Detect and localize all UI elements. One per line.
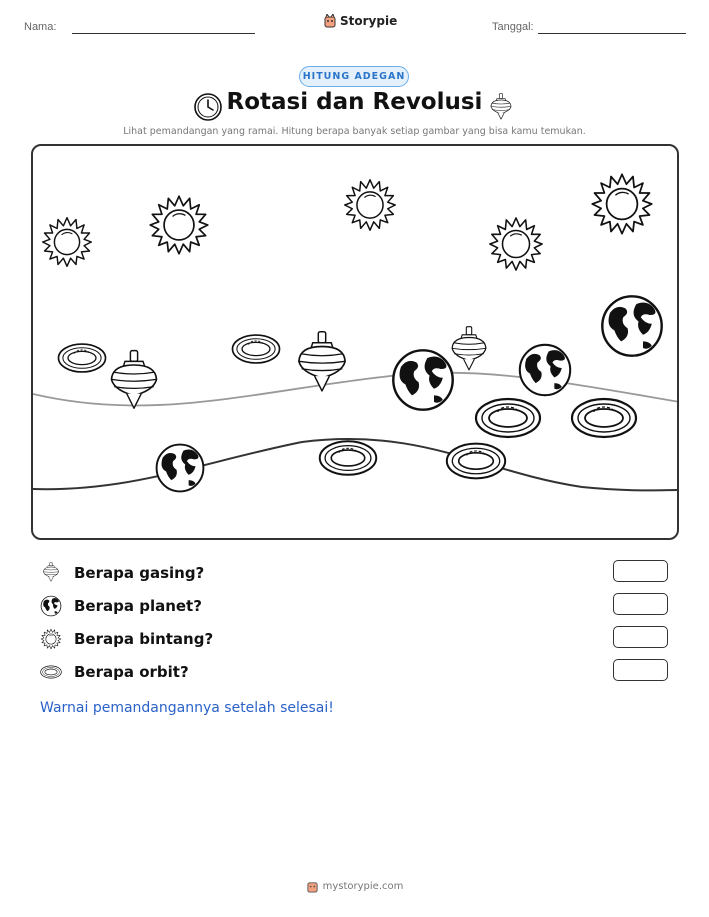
footer: [0, 880, 709, 893]
question-label: Berapa gasing?: [74, 564, 205, 582]
date-line[interactable]: [538, 33, 686, 34]
question-label: Berapa bintang?: [74, 630, 214, 648]
planet-icon: [40, 595, 62, 617]
brand-logo: [323, 14, 397, 28]
star-icon: [490, 218, 542, 270]
answer-box-orbits[interactable]: [613, 659, 668, 681]
section-badge: HITUNG ADEGAN: [299, 66, 409, 87]
spinning-top-icon: [40, 561, 62, 585]
storypie-logo-icon: [323, 14, 337, 28]
orbit-ring-icon: [572, 399, 636, 437]
star-icon: [150, 196, 208, 254]
name-line[interactable]: [72, 33, 255, 34]
counting-scene: [31, 144, 679, 540]
planet-icon: [157, 445, 204, 492]
orbit-ring-icon: [476, 399, 540, 437]
storypie-logo-icon: [306, 880, 319, 893]
spinning-top-icon: [452, 327, 486, 370]
instructions: Lihat pemandangan yang ramai. Hitung berapa banyak setiap gambar yang bisa kamu temukan.: [123, 126, 586, 137]
spinning-top-icon: [112, 351, 157, 409]
page-title: Rotasi dan Revolusi: [226, 89, 483, 115]
orbit-ring-icon: [320, 441, 376, 475]
planet-icon: [520, 345, 570, 395]
answer-box-planets[interactable]: [613, 593, 668, 615]
question-label: Berapa planet?: [74, 597, 202, 615]
question-label: Berapa orbit?: [74, 663, 189, 681]
question-stars: [40, 627, 213, 651]
name-label: Nama:: [24, 21, 57, 33]
star-icon: [40, 628, 62, 650]
question-orbits: [40, 660, 189, 684]
answer-box-tops[interactable]: [613, 560, 668, 582]
orbit-ring-icon: [447, 444, 505, 479]
planet-icon: [602, 296, 661, 355]
star-icon: [592, 174, 651, 233]
spinning-top-icon: [488, 92, 514, 124]
scene-drawing: [33, 146, 677, 538]
planet-icon: [393, 350, 452, 409]
coloring-note: Warnai pemandangannya setelah selesai!: [40, 700, 334, 716]
answer-box-stars[interactable]: [613, 626, 668, 648]
brand-name: Storypie: [340, 14, 398, 28]
star-icon: [43, 218, 92, 267]
orbit-ring-icon: [40, 664, 62, 680]
date-label: Tanggal:: [492, 21, 534, 33]
footer-url[interactable]: mystorypie.com: [322, 881, 404, 892]
orbit-ring-icon: [232, 335, 279, 363]
question-tops: [40, 561, 204, 585]
question-planets: [40, 594, 202, 618]
orbit-ring-icon: [58, 344, 105, 372]
star-icon: [345, 180, 395, 230]
